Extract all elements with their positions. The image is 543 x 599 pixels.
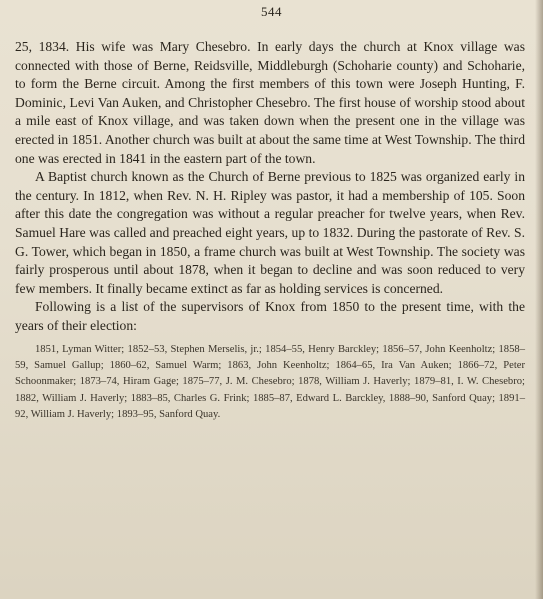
paragraph-supervisors-intro: Following is a list of the supervisors of Knox from 1850 to the present time, with the years of their election: <box>15 299 525 333</box>
paragraph-methodist-church: 25, 1834. His wife was Mary Chesebro. In early days the church at Knox village was connected with those of Berne, Reidsville, Middleburgh (Schoharie county) and Schoharie, to form the Berne circuit. Among the first members of this town were Joseph Hunting, F. Dominic, Levi Van Auken, and Christopher Chesebro. The first house of worship stood about a mile east of Knox village, and was taken down when the present one in the village was erected in 1851. Another church was built at about the same time at West Township. The third one was erected in 1841 in the eastern part of the town. <box>15 39 525 166</box>
paragraph-baptist-church: A Baptist church known as the Church of Berne previous to 1825 was organized early in the century. In 1812, when Rev. N. H. Ripley was pastor, it had a membership of 105. Soon after this date the congregation was without a regular preacher for twelve years, when Rev. Samuel Hare was called and preached eight years, up to 1832. During the pastorate of Rev. S. G. Tower, which began in 1850, a frame church was built at West Township. The society was fairly prosperous until about 1878, when it began to decline and was soon reduced to very few members. It finally became extinct as far as holding services is concerned. <box>15 169 525 296</box>
page-body <box>15 38 525 424</box>
supervisors-list: 1851, Lyman Witter; 1852–53, Stephen Merselis, jr.; 1854–55, Henry Barckley; 1856–57, John Keenholtz; 1858–59, Samuel Gallup; 1860–62, Samuel Warm; 1863, John Keenholtz; 1864–65, Ira Van Auken; 1866–72, Peter Schoonmaker; 1873–74, Hiram Gage; 1875–77, J. M. Chesebro; 1878, William J. Haverly; 1879–81, I. W. Chesebro; 1882, William J. Haverly; 1883–85, Charles G. Frink; 1885–87, Edward L. Barckley, 1888–90, Sanford Quay; 1891–92, William J. Haverly; 1893–95, Sanford Quay. <box>15 343 525 421</box>
page-number: 544 <box>261 4 282 19</box>
